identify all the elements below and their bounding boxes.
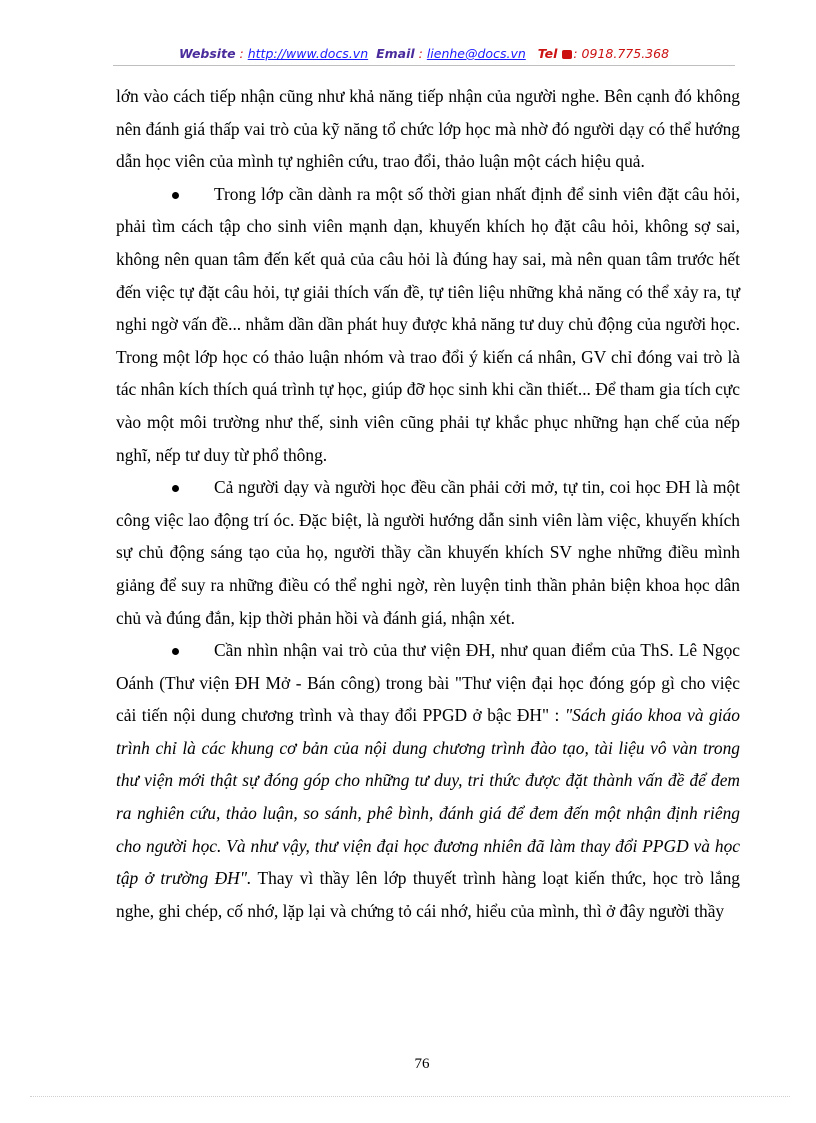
bullet-icon bbox=[172, 648, 179, 655]
paragraph-continuation: lớn vào cách tiếp nhận cũng như khả năng tiếp nhận của người nghe. Bên cạnh đó không nên đánh giá thấp vai trò của kỹ năng tổ chức lớp học mà nhờ đó người dạy có thể hướng dẫn học viên của mình tự nghiên cứu, trao đổi, thảo luận một cách hiệu quả. bbox=[116, 86, 740, 172]
phone-icon bbox=[562, 50, 572, 59]
bullet-paragraph-3-quote: "Sách giáo khoa và giáo trình chỉ là các khung cơ bản của nội dung chương trình đào tạo, tài liệu vô vàn trong thư viện mới thật sự đóng góp cho những tư duy, tri thức được đặt thành vấn đề để đem ra nghiên cứu, thảo luận, so sánh, phê bình, đánh giá để đem đến một nhận định riêng cho người học. Và như vậy, thư viện đại học đương nhiên đã làm thay đổi PPGD và học tập ở trường ĐH". bbox=[116, 705, 740, 889]
bullet-paragraph-2-text: Cả người dạy và người học đều cần phải cởi mở, tự tin, coi học ĐH là một công việc lao động trí óc. Đặc biệt, là người hướng dẫn sinh viên làm việc, khuyến khích sự chủ động sáng tạo của họ, người thầy cần khuyến khích SV nghe những điều mình giảng để suy ra những điều có thể nghi ngờ, rèn luyện tinh thần phản biện khoa học dân chủ và đúng đắn, kịp thời phản hồi và đánh giá, nhận xét. bbox=[116, 477, 740, 628]
page-number: 76 bbox=[414, 1056, 430, 1072]
website-label: Website bbox=[178, 46, 236, 61]
bullet-paragraph-1 bbox=[116, 178, 740, 471]
email-link[interactable]: lienhe@docs.vn bbox=[426, 46, 526, 61]
bullet-paragraph-3 bbox=[116, 634, 740, 927]
bullet-paragraph-1-text: Trong lớp cần dành ra một số thời gian nhất định để sinh viên đặt câu hỏi, phải tìm cách tập cho sinh viên mạnh dạn, khuyến khích họ đặt câu hỏi, không sợ sai, không nên quan tâm đến kết quả của câu hỏi là đúng hay sai, mà nên quan tâm trước hết đến việc tự đặt câu hỏi, tự giải thích vấn đề, tự tiên liệu những khả năng có thể xảy ra, tự nghi ngờ vấn đề... nhằm dần dần phát huy được khả năng tư duy chủ động của người học. Trong một lớp học có thảo luận nhóm và trao đổi ý kiến cá nhân, GV chỉ đóng vai trò là tác nhân kích thích quá trình tự học, giúp đỡ học sinh khi cần thiết... Để tham gia tích cực vào một môi trường như thế, sinh viên cũng phải tự khắc phục những hạn chế của nếp nghĩ, nếp tư duy từ phổ thông. bbox=[116, 183, 740, 465]
bullet-icon bbox=[172, 192, 179, 199]
bullet-paragraph-3-text: Cần nhìn nhận vai trò của thư viện ĐH, như quan điểm của ThS. Lê Ngọc Oánh (Thư viện ĐH Mở - Bán công) trong bài "Thư viện đại học đóng góp gì cho việc cải tiến nội dung chương trình và thay đổi PPGD ở bậc ĐH" : bbox=[116, 640, 740, 726]
page-header bbox=[113, 46, 735, 66]
tel-label: Tel bbox=[537, 46, 558, 61]
email-label: Email bbox=[376, 46, 415, 61]
tel-value: : 0918.775.368 bbox=[573, 46, 670, 61]
website-separator: : bbox=[235, 46, 248, 61]
header-divider bbox=[113, 65, 735, 66]
body-text bbox=[116, 80, 740, 927]
bullet-paragraph-2 bbox=[116, 471, 740, 634]
bullet-icon bbox=[172, 485, 179, 492]
bottom-divider bbox=[30, 1096, 790, 1097]
bullet-paragraph-3-tail: Thay vì thầy lên lớp thuyết trình hàng loạt kiến thức, học trò lắng nghe, ghi chép, cố nhớ, lặp lại và chứng tỏ cái nhớ, hiểu của mình, thì ở đây người thầy bbox=[116, 868, 740, 921]
email-separator: : bbox=[414, 46, 427, 61]
website-link[interactable]: http://www.docs.vn bbox=[247, 46, 369, 61]
